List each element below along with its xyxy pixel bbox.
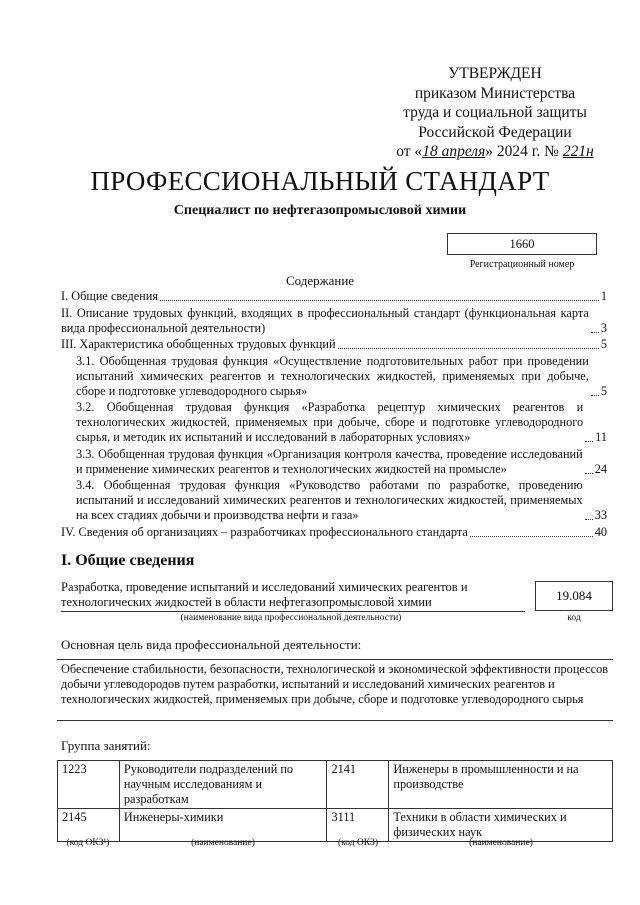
toc-leader-dots [591, 332, 599, 333]
toc-item-page: 24 [594, 461, 607, 476]
activity-code-caption: код [567, 613, 581, 623]
footer-name-caption: (наименование) [469, 838, 533, 848]
toc-item[interactable] [61, 306, 607, 336]
activity-type-name: Разработка, проведение испытаний и исследований химических реагентов и технологических жидкостей в области нефтегазопромысловой химии [61, 580, 468, 609]
occupation-name-cell: Инженеры в промышленности и на производстве [389, 761, 613, 809]
toc-item[interactable] [61, 478, 607, 523]
activity-type-caption: (наименование вида профессиональной деятельности) [180, 613, 402, 623]
table-row [58, 809, 613, 842]
occupation-name-cell: Инженеры-химики [119, 809, 327, 842]
toc-item-page: 5 [600, 337, 607, 351]
toc-leader-dots [585, 473, 593, 474]
footer-okz-code-caption: (код ОКЗ¹) [66, 838, 110, 848]
toc-item[interactable] [61, 525, 607, 540]
toc-item-page: 11 [595, 430, 607, 444]
approval-date-handwritten: 18 апреля [422, 143, 486, 160]
toc-item-page: 5 [600, 383, 607, 398]
toc-leader-dots [160, 300, 599, 301]
approval-line-4: Российской Федерации [418, 123, 572, 141]
toc-item-text: 3.4. Обобщенная трудовая функция «Руководство работами по разработке, проведению испытаний и исследований химических реагентов и технологических жидкостей, применяемых на всех стадиях добычи и производства нефти и газа» [76, 478, 583, 522]
occupation-group-table [57, 760, 613, 842]
document-subtitle: Специалист по нефтегазопромысловой химии [173, 203, 467, 218]
toc-item-text: II. Описание трудовых функций, входящих в профессиональный стандарт (функциональная карта вида профессиональной деятельности) [61, 305, 589, 335]
occupation-name-cell: Руководители подразделений по научным исследованиям и разработкам [119, 761, 327, 809]
footer-name-caption: (наименование) [191, 838, 255, 848]
occupation-table-footer [57, 838, 613, 848]
section-title-general: I. Общие сведения [61, 552, 195, 569]
toc-item-text: I. Общие сведения [61, 289, 158, 303]
toc-item-text: 3.2. Обобщенная трудовая функция «Разработка рецептур химических реагентов и технологических жидкостей, применяемых при добыче, сборе и подготовке углеводородного сырья, и методик их испытаний и исследований в лабораторных условиях» [76, 400, 584, 444]
approval-number-handwritten: 221н [562, 143, 594, 160]
toc-leader-dots [338, 348, 599, 349]
approval-date-line: от «18 апреля» 2024 г. № 221н [396, 143, 594, 160]
approval-date-year: 2024 г. № [496, 143, 559, 160]
document-title: ПРОФЕССИОНАЛЬНЫЙ СТАНДАРТ [90, 166, 550, 196]
toc-item[interactable] [61, 354, 607, 399]
toc-item[interactable] [61, 289, 607, 304]
toc-item-text: 3.1. Обобщенная трудовая функция «Осуществление подготовительных работ при проведении испытаний химических реагентов и технологических жидкостей, применяемых при добыче, сборе и подготовке углеводородного сырья» [76, 353, 589, 398]
okz-code-cell: 2145 [58, 809, 120, 842]
toc-item-text: IV. Сведения об организациях – разработчиках профессионального стандарта [61, 524, 468, 539]
toc-item-page: 33 [594, 508, 607, 522]
registration-number-caption: Регистрационный номер [469, 259, 575, 270]
okz-code-cell: 3111 [327, 809, 389, 842]
purpose-text-box: Обеспечение стабильности, безопасности, технологической и экономической эффективности процессов добычи углеводородов путем разработки, испытаний и исследований химических реагентов и технологических жидкостей, применяемых при добыче, сборе и подготовке углеводородного сырья [57, 659, 613, 721]
approval-line-1: УТВЕРЖДЕН [448, 65, 542, 82]
footer-okz-code-caption: (код ОКЗ) [337, 838, 379, 848]
toc-leader-dots [591, 395, 599, 396]
toc-item-text: 3.3. Обобщенная трудовая функция «Организация контроля качества, проведение исследований и применение химических реагентов и технологических жидкостей на промысле» [76, 446, 583, 476]
activity-underline [61, 611, 525, 612]
toc-leader-dots [585, 441, 593, 442]
toc-item[interactable] [61, 400, 607, 445]
activity-code-box: 19.084 [535, 581, 613, 611]
approval-line-3: труда и социальной защиты [403, 104, 587, 121]
toc-item-page: 3 [600, 320, 607, 335]
approval-date-prefix: от « [396, 143, 423, 160]
toc-item-page: 40 [594, 524, 607, 539]
approval-line-2: приказом Министерства [414, 84, 576, 102]
registration-number-box: 1660 [447, 233, 597, 255]
okz-code-cell: 2141 [327, 761, 389, 809]
purpose-label: Основная цель вида профессиональной деятельности: [61, 637, 362, 652]
table-of-contents [61, 289, 607, 541]
table-row [58, 761, 613, 809]
occupation-name-cell: Техники в области химических и физических наук [389, 809, 613, 842]
toc-item[interactable] [61, 337, 607, 352]
toc-leader-dots [470, 536, 593, 537]
occupation-group-label: Группа занятий: [61, 738, 151, 753]
toc-leader-dots [585, 519, 593, 520]
toc-heading: Содержание [285, 273, 355, 288]
approval-block [380, 64, 610, 162]
okz-code-cell: 1223 [58, 761, 120, 809]
toc-item-text: III. Характеристика обобщенных трудовых функций [61, 337, 336, 351]
toc-item-page: 1 [600, 289, 607, 303]
toc-item[interactable] [61, 447, 607, 477]
